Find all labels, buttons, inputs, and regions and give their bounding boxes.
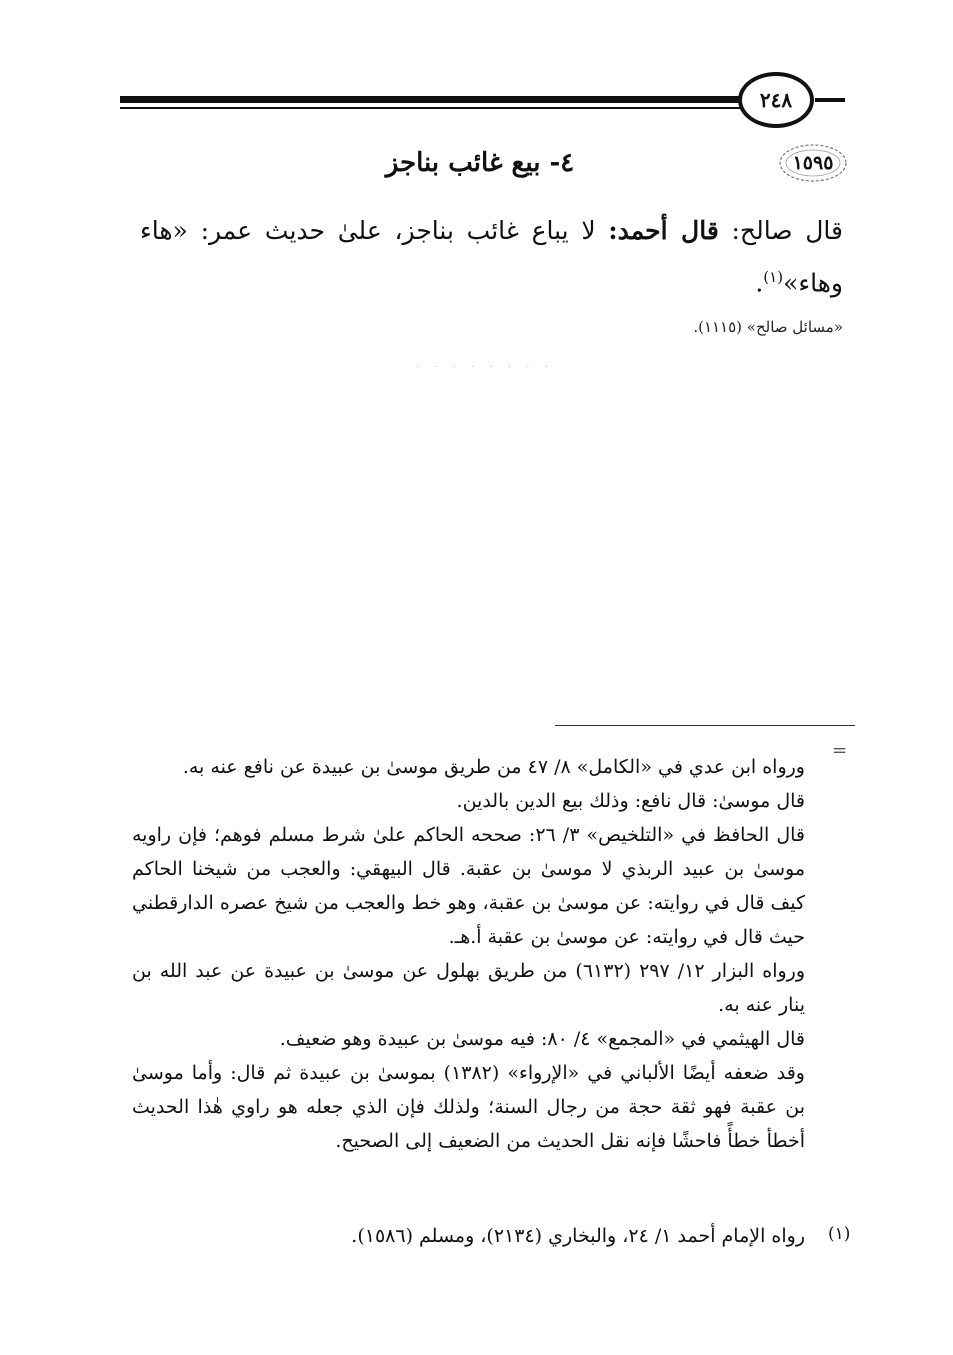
- footnote-1-number: (١): [828, 1224, 851, 1244]
- footnote-reference[interactable]: (١): [763, 268, 784, 286]
- footnote-line: ورواه ابن عدي في «الكامل» ٨/ ٤٧ من طريق موسىٰ بن عبيدة عن نافع عنه به.: [182, 756, 805, 778]
- footnote-continuation-mark: =: [832, 740, 848, 761]
- footnote-line: ورواه البزار ١٢/ ٢٩٧ (٦١٣٢) من طريق بهلول عن موسىٰ بن عبيدة عن عبد الله بن ينار عنه به.: [132, 960, 806, 1016]
- footnotes-block: [132, 750, 805, 1158]
- footnote-line: قال الحافظ في «التلخيص» ٣/ ٢٦: صححه الحاكم علىٰ شرط مسلم فوهم؛ فإن راويه موسىٰ بن عبيد الربذي لا موسىٰ بن عقبة. قال البيهقي: والعجب من شيخنا الحاكم كيف قال في روايته: عن موسىٰ بن عقبة، وهو خط والعجب من شيخ عصره الدارقطني حيث قال في روايته: عن موسىٰ بن عقبة أ.هـ.: [132, 824, 805, 948]
- main-quote: لا يباع غائب بناجز، علىٰ حديث عمر: «هاء وهاء»: [140, 216, 843, 298]
- header-rule-right: [815, 98, 845, 102]
- section-number-ornament: [778, 143, 848, 183]
- footnote-line: قال موسىٰ: قال نافع: وذلك بيع الدين بالدين.: [456, 790, 805, 812]
- faint-bleed-through: · · · · · · · ·: [416, 362, 554, 373]
- footnote-1-text: رواه الإمام أحمد ١/ ٢٤، والبخاري (٢١٣٤)، ومسلم (١٥٨٦).: [351, 1225, 805, 1247]
- main-text: [140, 208, 843, 306]
- main-end: .: [755, 268, 764, 298]
- header-rule-thin: [120, 107, 740, 109]
- main-prefix: قال صالح:: [718, 216, 844, 245]
- main-speaker: قال أحمد:: [608, 216, 719, 245]
- source-citation: «مسائل صالح» (١١١٥).: [693, 318, 843, 336]
- section-number: ١٥٩٥: [792, 152, 834, 174]
- header-rule-thick: [120, 96, 740, 103]
- section-title: ٤- بيع غائب بناجز: [385, 148, 575, 178]
- footnote-divider: [555, 725, 855, 726]
- footnote-line: قال الهيثمي في «المجمع» ٤/ ٨٠: فيه موسىٰ بن عبيدة وهو ضعيف.: [279, 1028, 805, 1050]
- page-number: ٢٤٨: [738, 72, 814, 128]
- footnote-line: وقد ضعفه أيضًا الألباني في «الإرواء» (١٣٨٢) بموسىٰ بن عبيدة ثم قال: وأما موسىٰ بن عقبة فهو ثقة حجة من رجال السنة؛ ولذلك فإن الذي جعله هو راوي هٰذا الحديث أخطأ خطأً فاحشًا فإنه نقل الحديث من الضعيف إلى الصحيح.: [132, 1062, 805, 1152]
